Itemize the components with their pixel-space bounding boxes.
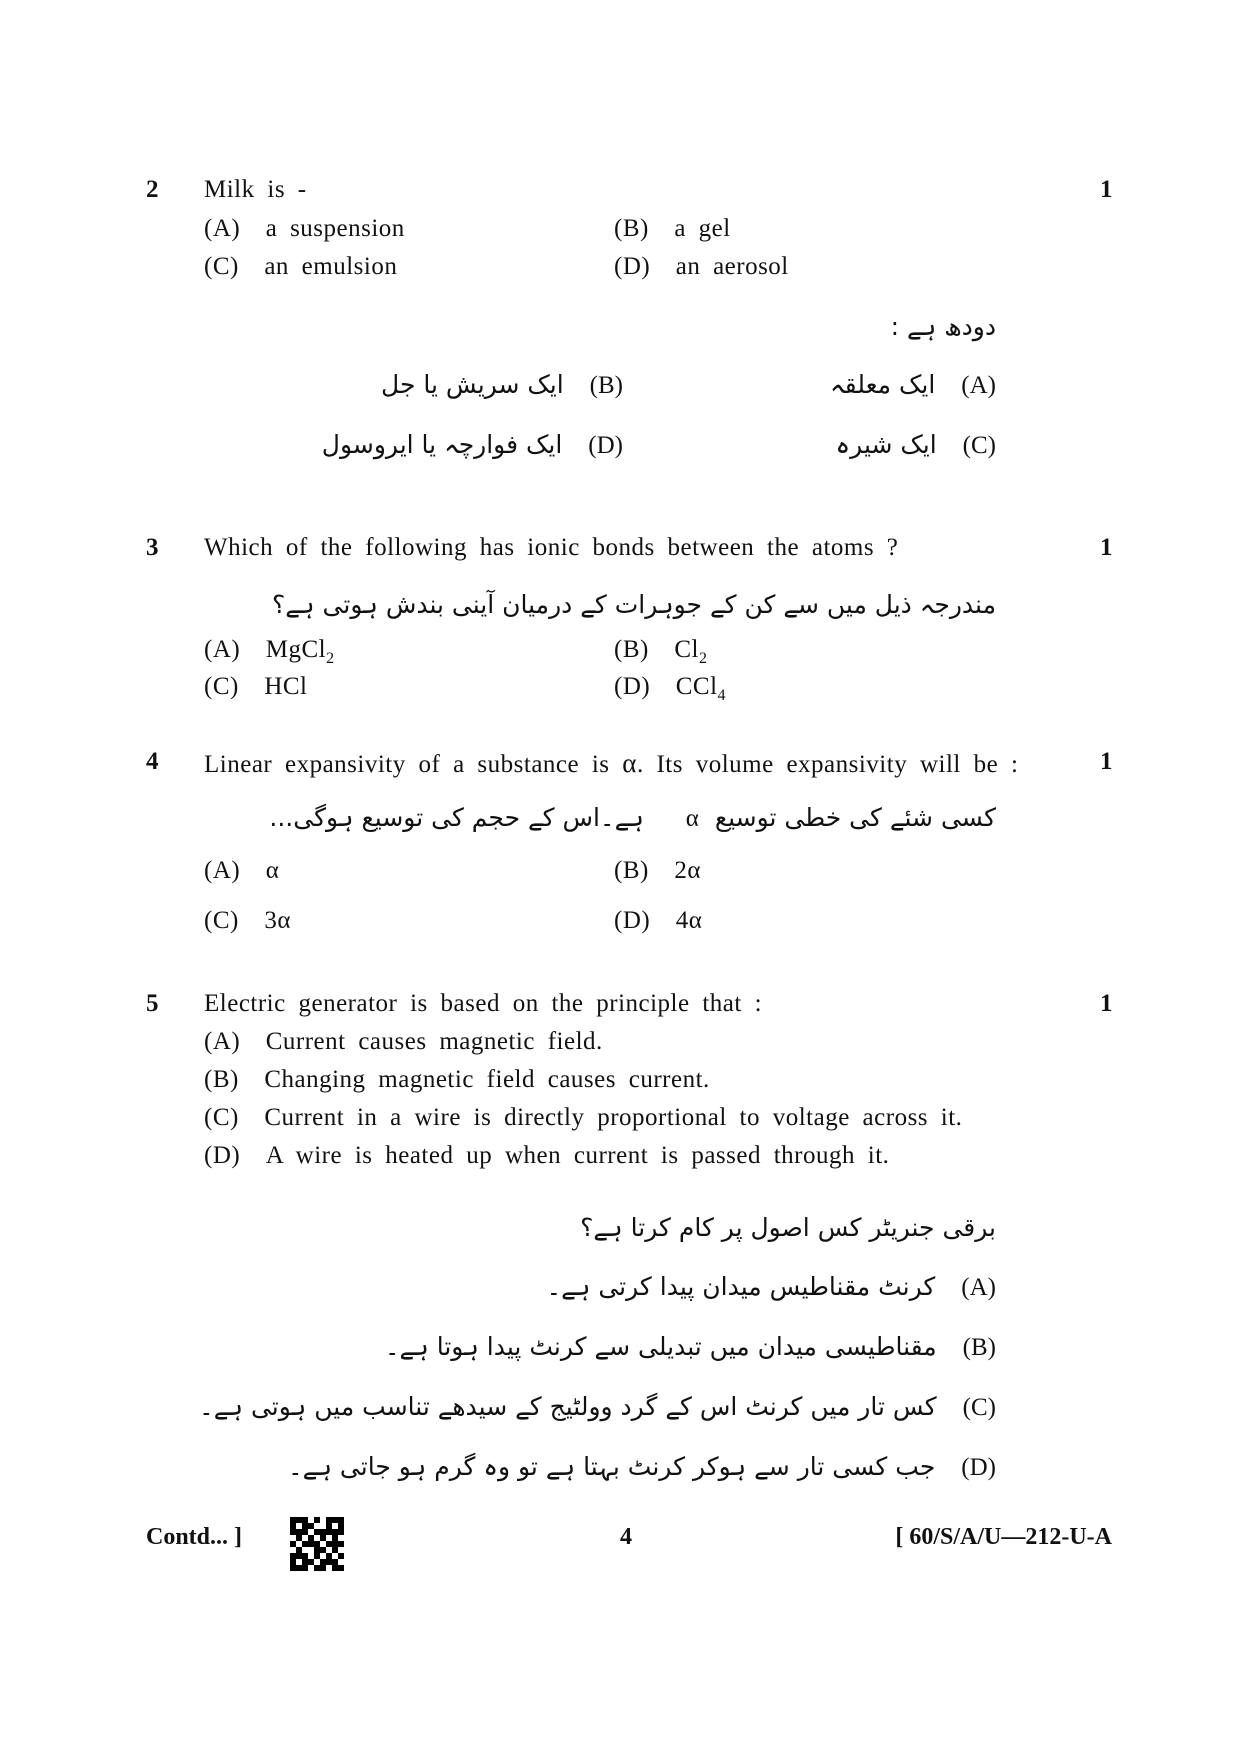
q4-number: 4 xyxy=(146,748,159,775)
q2-urdu-option-b: (B)ایک سریش یا جل xyxy=(381,370,623,399)
q2-option-c: (C) an emulsion xyxy=(204,253,398,280)
q5-option-d: (D) A wire is heated up when current is passed through it. xyxy=(204,1142,890,1169)
q2-marks: 1 xyxy=(1100,176,1113,203)
q5-number: 5 xyxy=(146,990,159,1017)
q4-option-a: (A) α xyxy=(204,857,280,884)
q5-text: Electric generator is based on the principle that : xyxy=(204,990,763,1017)
q5-urdu-option-b: (B)مقناطیسی میدان میں تبدیلی سے کرنٹ پیدا ہوتا ہے۔ xyxy=(384,1332,996,1361)
q5-option-c: (C) Current in a wire is directly proportional to voltage across it. xyxy=(204,1104,963,1131)
q2-option-a: (A) a suspension xyxy=(204,215,405,242)
q2-urdu-option-c: (C)ایک شیرہ xyxy=(835,430,996,459)
q2-option-b: (B) a gel xyxy=(614,215,731,242)
q3-marks: 1 xyxy=(1100,534,1113,561)
q3-number: 3 xyxy=(146,534,159,561)
q3-option-a: (A) MgCl$_2$ xyxy=(204,636,335,667)
q3-option-b: (B) $Cl_2$ xyxy=(614,636,708,667)
q2-text: Milk is - xyxy=(204,176,307,203)
q4-text: Linear expansivity of a substance is α. Its volume expansivity will be : xyxy=(204,748,1019,778)
q4-option-d: (D) 4α xyxy=(614,907,703,934)
q5-urdu-option-a: (A)کرنٹ مقناطیس میدان پیدا کرتی ہے۔ xyxy=(546,1272,996,1301)
q2-option-d: (D) an aerosol xyxy=(614,253,789,280)
q5-urdu-text: برقی جنریٹر کس اصول پر کام کرتا ہے؟ xyxy=(580,1213,996,1242)
q3-option-d: (D) CCl$_4$ xyxy=(614,673,727,704)
q2-urdu-option-d: (D)ایک فوارچہ یا ایروسول xyxy=(321,430,623,459)
q3-urdu-text: مندرجہ ذیل میں سے کن کے جوہرات کے درمیان آینی بندش ہوتی ہے؟ xyxy=(272,590,996,619)
q5-option-b: (B) Changing magnetic field causes current. xyxy=(204,1066,710,1093)
q2-urdu-text: دودھ ہے : xyxy=(890,312,996,341)
q4-option-b: (B) 2α xyxy=(614,857,701,884)
q2-number: 2 xyxy=(146,176,159,203)
q4-option-c: (C) 3α xyxy=(204,907,291,934)
q5-urdu-option-d: (D)جب کسی تار سے ہوکر کرنٹ بہتا ہے تو وہ گرم ہو جاتی ہے۔ xyxy=(288,1452,996,1481)
qr-code-icon xyxy=(290,1517,344,1571)
q4-urdu-text: کسی شئے کی خطی توسیع α ہے۔اس کے حجم کی توسیع ہوگی... xyxy=(269,803,996,832)
q3-option-c: (C) HCl xyxy=(204,673,308,700)
paper-code: [ 60/S/A/U—212-U-A xyxy=(895,1524,1112,1550)
q2-urdu-option-a: (A)ایک معلقہ xyxy=(830,370,996,399)
q5-marks: 1 xyxy=(1100,990,1113,1017)
q3-text: Which of the following has ionic bonds between the atoms ? xyxy=(204,534,899,561)
q5-option-a: (A) Current causes magnetic field. xyxy=(204,1028,603,1055)
q4-marks: 1 xyxy=(1100,748,1113,775)
footer-contd: Contd... ] xyxy=(146,1524,243,1550)
q5-urdu-option-c: (C)کس تار میں کرنٹ اس کے گرد وولٹیج کے سیدھے تناسب میں ہوتی ہے۔ xyxy=(199,1392,996,1421)
page-number: 4 xyxy=(620,1524,632,1550)
